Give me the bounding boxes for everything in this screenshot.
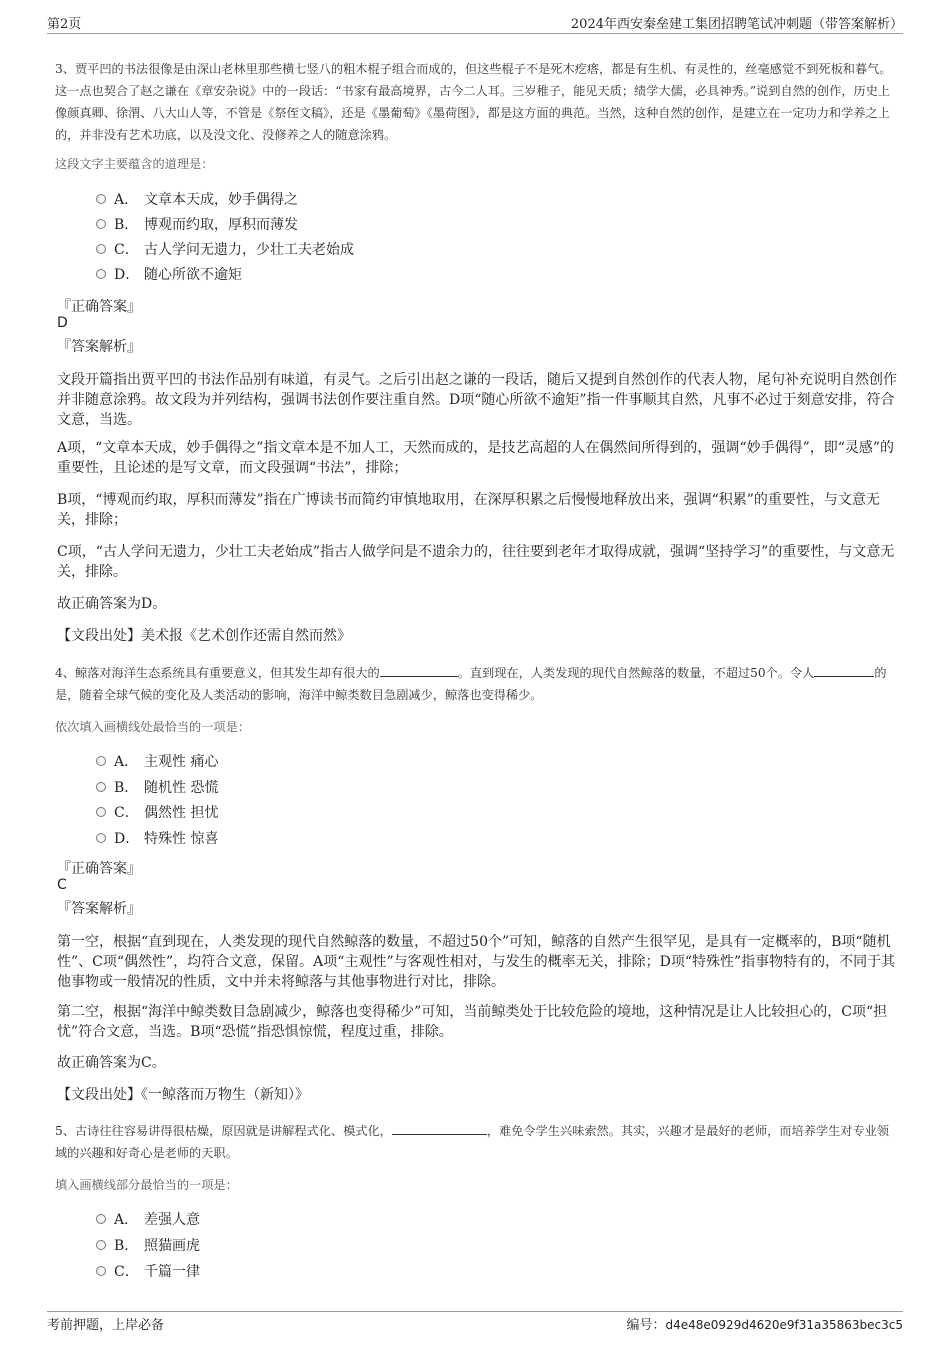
radio-button[interactable] [96,269,106,279]
question-4-source: 【文段出处】《一鲸落而万物生（新知）》 [57,1087,309,1103]
question-4-prompt: 依次填入画横线处最恰当的一项是： [55,720,250,734]
question-3-analysis-2: A项，“文章本天成，妙手偶得之”指文章本是不加人工，天然而成的，是技艺高超的人在偶然间所得到的，强调“妙手偶得”，即“灵感”的重要性，且论述的是写文章，而文段强调“书法”，排除； [57,440,895,476]
question-3-stem: 3、贾平凹的书法很像是由深山老林里那些横七竖八的粗木棍子组合而成的，但这些棍子不是死木疙瘩，都是有生机、有灵性的，丝毫感觉不到死板和暮气。这一点也契合了赵之谦在《章安杂说》中的一段话：“书家有最高境界，古今二人耳。三岁稚子，能见天质；绩学大儒，必具神秀。”说到自然的创作，历史上像颜真卿、徐渭、八大山人等，不管是《祭侄文稿》，还是《墨葡萄》《墨荷图》，都是这方面的典范。当然，这种自然的创作，是建立在一定功力和学养之上的，并非没有艺术功底，以及没文化、没修养之人的随意涂鸦。 [55,62,892,142]
question-4-option-d[interactable]: D． 特殊性 惊喜 [96,828,218,850]
question-3-analysis-label: 『答案解析』 [57,339,141,355]
question-3-answer-label: 『正确答案』 [57,299,141,315]
radio-button[interactable] [96,1214,106,1224]
question-3-option-c[interactable]: C． 古人学问无遗力，少壮工夫老始成 [96,239,354,261]
radio-button[interactable] [96,1266,106,1276]
radio-button[interactable] [96,782,106,792]
question-4-option-a[interactable]: A． 主观性 痛心 [96,751,218,773]
radio-button[interactable] [96,807,106,817]
question-3-source: 【文段出处】美术报《艺术创作还需自然而然》 [57,628,351,644]
question-4-analysis-1: 第一空，根据“直到现在，人类发现的现代自然鲸落的数量，不超过50个”可知，鲸落的自然产生很罕见，是具有一定概率的，B项“随机性”、C项“偶然性”，均符合文意，保留。A项“主观性”与客观性相对，与发生的概率无关，排除；D项“特殊性”指事物特有的，不同于其他事物或一般情况的性质，文中并未将鲸落与其他事物进行对比，排除。 [57,934,896,990]
footer-divider [47,1311,903,1312]
radio-button[interactable] [96,833,106,843]
question-3-analysis-4: C项，“古人学问无遗力，少壮工夫老始成”指古人做学问是不遗余力的，往往要到老年才取得成就，强调“坚持学习”的重要性，与文意无关，排除。 [57,544,895,580]
fill-blank-1 [392,1122,487,1135]
question-5-option-a[interactable]: A． 差强人意 [96,1209,200,1231]
question-4-answer: C [57,877,67,893]
radio-button[interactable] [96,756,106,766]
radio-button[interactable] [96,1240,106,1250]
question-5-stem: 5、古诗往往容易讲得很枯燥，原因就是讲解程式化、模式化， ，难免令学生兴味索然。其实，兴趣才是最好的老师，而培养学生对专业领域的兴趣和好奇心是老师的天职。 [55,1124,890,1160]
question-4-analysis-label: 『答案解析』 [57,901,141,917]
page-header [0,0,950,34]
question-3-analysis-1: 文段开篇指出贾平凹的书法作品别有味道，有灵气。之后引出赵之谦的一段话，随后又提到自然创作的代表人物，尾句补充说明自然创作并非随意涂鸦。故文段为并列结构，强调书法创作要注重自然。D项“随心所欲不逾矩”指一件事顺其自然，凡事不必过于刻意安排，符合文意，当选。 [57,372,897,428]
radio-button[interactable] [96,194,106,204]
document-code: 编号：d4e48e0929d4620e9f31a35863bec3c5 [626,1318,903,1333]
question-5-option-c[interactable]: C． 千篇一律 [96,1261,200,1283]
question-3-option-b[interactable]: B． 博观而约取，厚积而薄发 [96,214,298,236]
radio-button[interactable] [96,244,106,254]
fill-blank-2 [814,664,874,677]
question-3-conclusion: 故正确答案为D。 [57,596,167,612]
question-3-analysis-3: B项，“博观而约取，厚积而薄发”指在广博读书而简约审慎地取用，在深厚积累之后慢慢地释放出来，强调“积累”的重要性，与文意无关，排除； [57,492,880,528]
question-5-option-b[interactable]: B． 照猫画虎 [96,1235,200,1257]
question-3-option-a[interactable]: A． 文章本天成，妙手偶得之 [96,189,298,211]
question-4-option-b[interactable]: B． 随机性 恐慌 [96,777,218,799]
page-number: 第2页 [47,17,82,32]
fill-blank-1 [380,664,458,677]
question-3-prompt: 这段文字主要蕴含的道理是： [55,157,214,171]
question-5-prompt: 填入画横线部分最恰当的一项是： [55,1178,238,1192]
question-4-option-c[interactable]: C． 偶然性 担忧 [96,802,218,824]
question-4-answer-label: 『正确答案』 [57,861,141,877]
document-title: 2024年西安秦垒建工集团招聘笔试冲刺题（带答案解析） [570,17,903,32]
radio-button[interactable] [96,219,106,229]
page-footer [0,1308,950,1345]
header-divider [47,33,903,34]
question-3-option-d[interactable]: D． 随心所欲不逾矩 [96,264,242,286]
question-4-analysis-2: 第二空，根据“海洋中鲸类数目急剧减少，鲸落也变得稀少”可知，当前鲸类处于比较危险的境地，这种情况是让人比较担心的，C项“担忧”符合文意，当选。B项“恐慌”指恐惧惊慌，程度过重，排除。 [57,1004,888,1040]
question-4-conclusion: 故正确答案为C。 [57,1055,166,1071]
footer-slogan: 考前押题，上岸必备 [47,1318,165,1333]
question-3-answer: D [57,315,68,331]
question-4-stem: 4、鲸落对海洋生态系统具有重要意义，但其发生却有很大的 。直到现在，人类发现的现代自然鲸落的数量，不超过50个。令人 的是，随着全球气候的变化及人类活动的影响，海洋中鲸类数目急剧减少，鲸落也变得稀少。 [55,666,887,702]
